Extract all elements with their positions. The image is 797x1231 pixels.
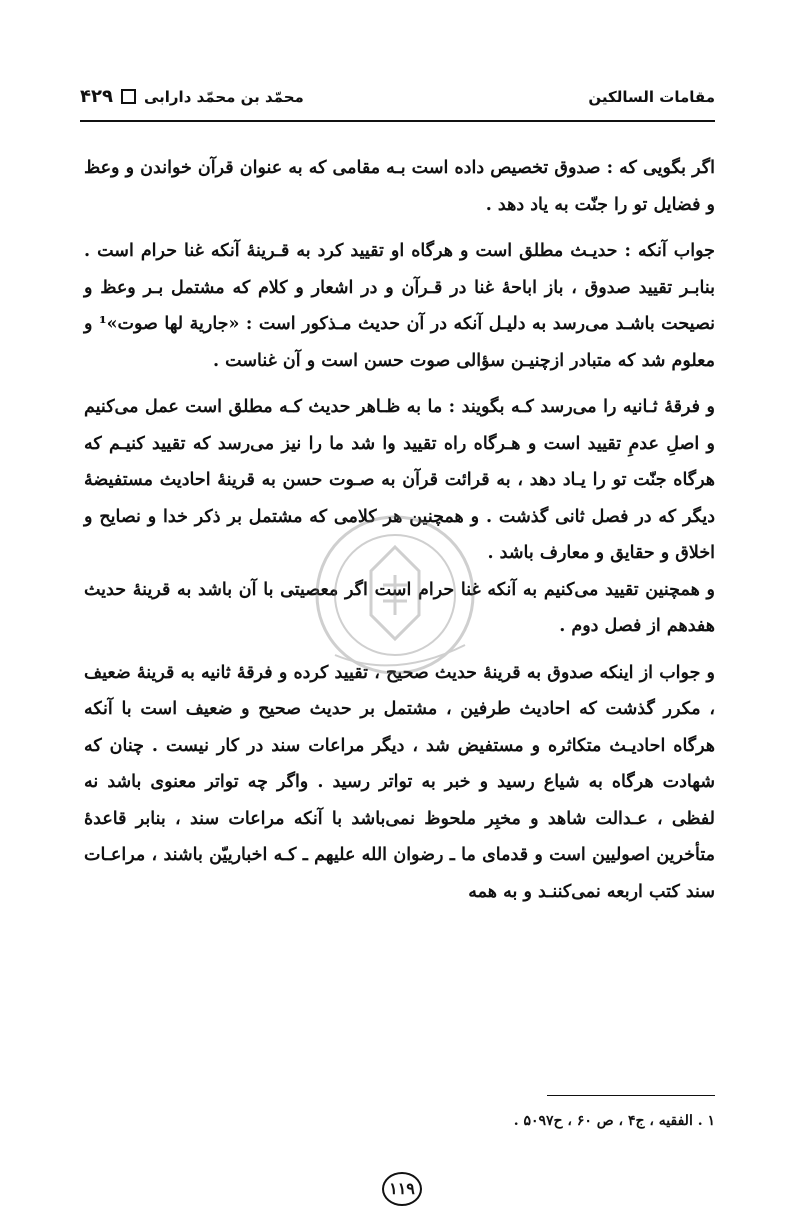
header-author-block (80, 86, 304, 107)
paragraph-1: اگر بگويى كه : صدوق تخصيص داده است بـه مقامى كه به عنوان قرآن خواندن و وعظ و فضايل تو را جنّت به ياد دهد . (84, 158, 715, 215)
library-seal-watermark-icon (305, 505, 485, 685)
paragraph-5: و جواب از اينكه صدوق به قرينهٔ حديث صحيح ، تقييد كرده و فرقهٔ ثانيه به قرينهٔ ضعيف ، مكرر گذشت كه احاديث طرفين ، مشتمل بر حديث صحيح و ضعيف است با آنكه هرگاه احاديـث متكاثره و مستفيض شد ، ديگر مراعات سند در كار نيست . چنان كه شهادت هرگاه به شياع رسيد و خبر به تواتر رسيد . واگر چه تواتر معنوى باشد نه لفظى ، عـدالت شاهد و مخبِر ملحوظ نمى‌باشد با آنكه مراعات سند ، بنابر قاعدهٔ متأخرين اصوليين است و قدماى ما ـ رضوان الله عليهم ـ كـه اخبارييّن باشند ، مراعـات سند كتب اربعه نمى‌كننـد و به همه (84, 662, 715, 902)
square-separator-icon (121, 89, 136, 104)
book-title: مقامات السالكين (588, 88, 715, 106)
page-number: ۱۱۹ (382, 1172, 422, 1206)
original-page-number: ۴۲۹ (80, 86, 113, 107)
footnote: ۱ . الفقيه ، ج۴ ، ص ۶۰ ، ح۵۰۹۷ . (513, 1113, 715, 1129)
header-rule (80, 120, 715, 122)
paragraph-4: و همچنين تقييد مى‌كنيم به آنكه غنا حرام است اگر معصيتى با آن باشد به قرينهٔ حديث هفدهم از فصل دوم . (84, 579, 715, 636)
paragraph-3: و فرقهٔ ثـانيه را مى‌رسد كـه بگويند : ما به ظـاهر حديث كـه مطلق است عمل مى‌كنيم و اصلِ عدمِ تقييد است و هـرگاه راه تقييد وا شد ما را نيز مى‌رسد كه تقييد كنيـم كه هرگاه جنّت تو را يـاد دهد ، به قرائت قرآن به صـوت حسن به قرينهٔ احاديث مستفيضهٔ ديگر كه در فصل ثانى گذشت . و همچنين هر كلامى كه مشتمل بر ذكر خدا و نصايح و اخلاق و حقايق و معارف باشد . (84, 397, 715, 563)
author-name: محمّد بن محمّد دارابى (143, 87, 304, 106)
paragraph-2: جواب آنكه : حديـث مطلق است و هرگاه او تقييد كرد به قـرينهٔ آنكه غنا حرام است . بنابـر تقييد صدوق ، باز اباحهٔ غنا در قـرآن و در اشعار و كلام كه مشتمل بـر وعظ و نصيحت باشـد مى‌رسد به دليـل آنكه در آن حديث مـذكور است : «جارية لها صوت»¹ و معلوم شد كه متبادر ازچنيـن سؤالى صوت حسن است و آن غناست . (84, 241, 715, 371)
running-header (80, 84, 715, 114)
footnote-rule (547, 1095, 715, 1096)
